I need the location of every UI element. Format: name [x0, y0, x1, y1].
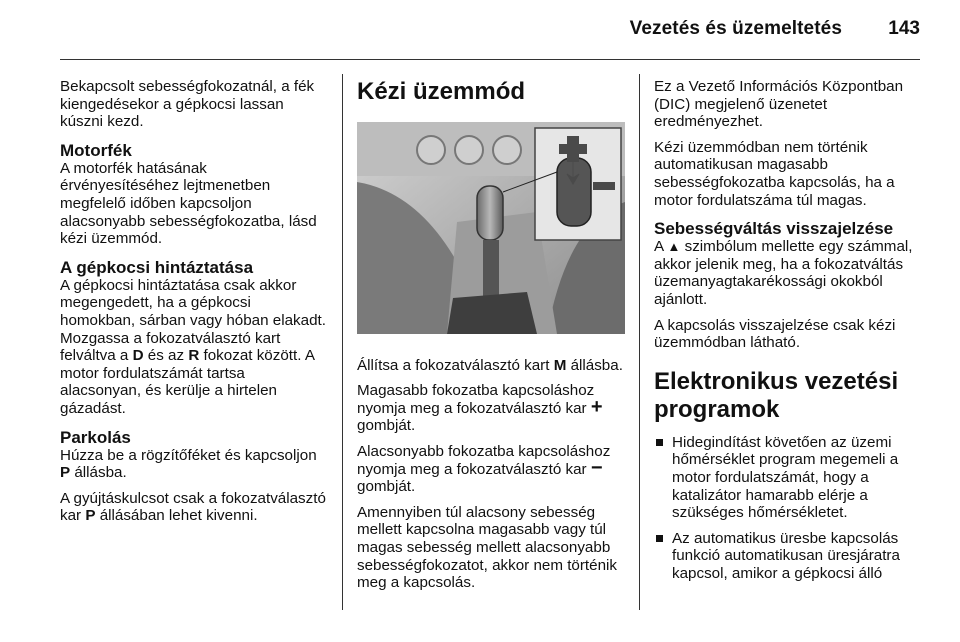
parking-text-1: Húzza be a rögzítőféket és kapcsoljon P állásba.: [60, 446, 317, 482]
dic-text: Ez a Vezető Információs Központban (DIC) megjelenő üzenetet eredményezhet.: [654, 78, 904, 131]
bullet-icon: [656, 439, 663, 446]
manual-text-2: Magasabb fokozatba kapcsoláshoz nyomja meg a fokozatválasztó kar + gombját.: [357, 382, 603, 435]
header-divider: [60, 59, 920, 60]
page-number: 143: [888, 18, 920, 39]
manual-text-3: Alacsonyabb fokozatba kapcsoláshoz nyomja meg a fokozatválasztó kar − gombját.: [357, 442, 611, 496]
driving-programs-heading: Elektronikus vezetési programok: [654, 367, 899, 423]
list-item: Hidegindítást követően az üzemi hőmérséklet program megemeli a motor fordulatszámát, hogy a katalizátor hamarabb elérje a szükséges hőmérsékletet.: [654, 434, 922, 522]
list-item: Az automatikus üresbe kapcsolás funkció automatikusan üresjáratra kapcsol, amikor a gépkocsi álló: [654, 530, 922, 583]
programs-list: [654, 434, 922, 583]
column-2: [357, 78, 629, 600]
bullet-icon: [656, 535, 663, 542]
engine-brake-text: A motorfék hatásának érvényesítéséhez lejtmenetben megfelelő időben kapcsoljon alacsonyabb sebességfokozatba, lásd kézi üzemmód.: [60, 159, 317, 248]
plus-symbol: +: [590, 395, 603, 418]
parking-text-2: A gyújtáskulcsot csak a fokozatválasztó kar P állásában lehet kivenni.: [60, 489, 326, 525]
rocking-text: A gépkocsi hintáztatása csak akkor megengedett, ha a gépkocsi homokban, sárban vagy hóban elakadt. Mozgassa a fokozatválasztó kart felváltva a D és az R fokozat között. A motor fordulatszámát tartsa alacsonyan, és kerülje a hirtelen gázadást.: [60, 276, 326, 417]
intro-paragraph: Bekapcsolt sebességfokozatnál, a fék kiengedésekor a gépkocsi lassan kúszni kezd.: [60, 78, 315, 131]
gear-selector-photo: [357, 122, 625, 334]
shift-indicator-heading: Sebességváltás visszajelzése: [654, 219, 894, 239]
up-triangle-icon: ▲: [667, 239, 681, 255]
column-divider-1: [342, 74, 343, 610]
shift-indicator-text-2: A kapcsolás visszajelzése csak kézi üzemmódban látható.: [654, 316, 896, 352]
column-3: [654, 78, 922, 590]
column-1: [60, 78, 328, 533]
running-header: Vezetés és üzemeltetés: [629, 18, 842, 39]
column-divider-2: [639, 74, 640, 610]
rocking-heading: A gépkocsi hintáztatása: [60, 257, 254, 277]
minus-symbol: −: [590, 456, 603, 479]
shift-indicator-text-1: A ▲ szimbólum mellette egy számmal, akkor jelenik meg, ha a fokozatváltás üzemanyagtakarékossági okokból ajánlott.: [654, 238, 913, 308]
manual-text-1: Állítsa a fokozatválasztó kart M állásba.: [357, 356, 623, 374]
manual-mode-heading: Kézi üzemmód: [357, 78, 526, 105]
no-auto-upshift-text: Kézi üzemmódban nem történik automatikusan magasabb sebességfokozatba kapcsolás, ha a motor fordulatszáma túl magas.: [654, 138, 895, 209]
engine-brake-heading: Motorfék: [60, 140, 132, 160]
manual-text-4: Amennyiben túl alacsony sebesség mellett kapcsolna magasabb vagy túl magas sebesség mellett alacsonyabb sebességfokozatot, akkor nem történik meg a kapcsolás.: [357, 503, 618, 592]
parking-heading: Parkolás: [60, 427, 131, 447]
